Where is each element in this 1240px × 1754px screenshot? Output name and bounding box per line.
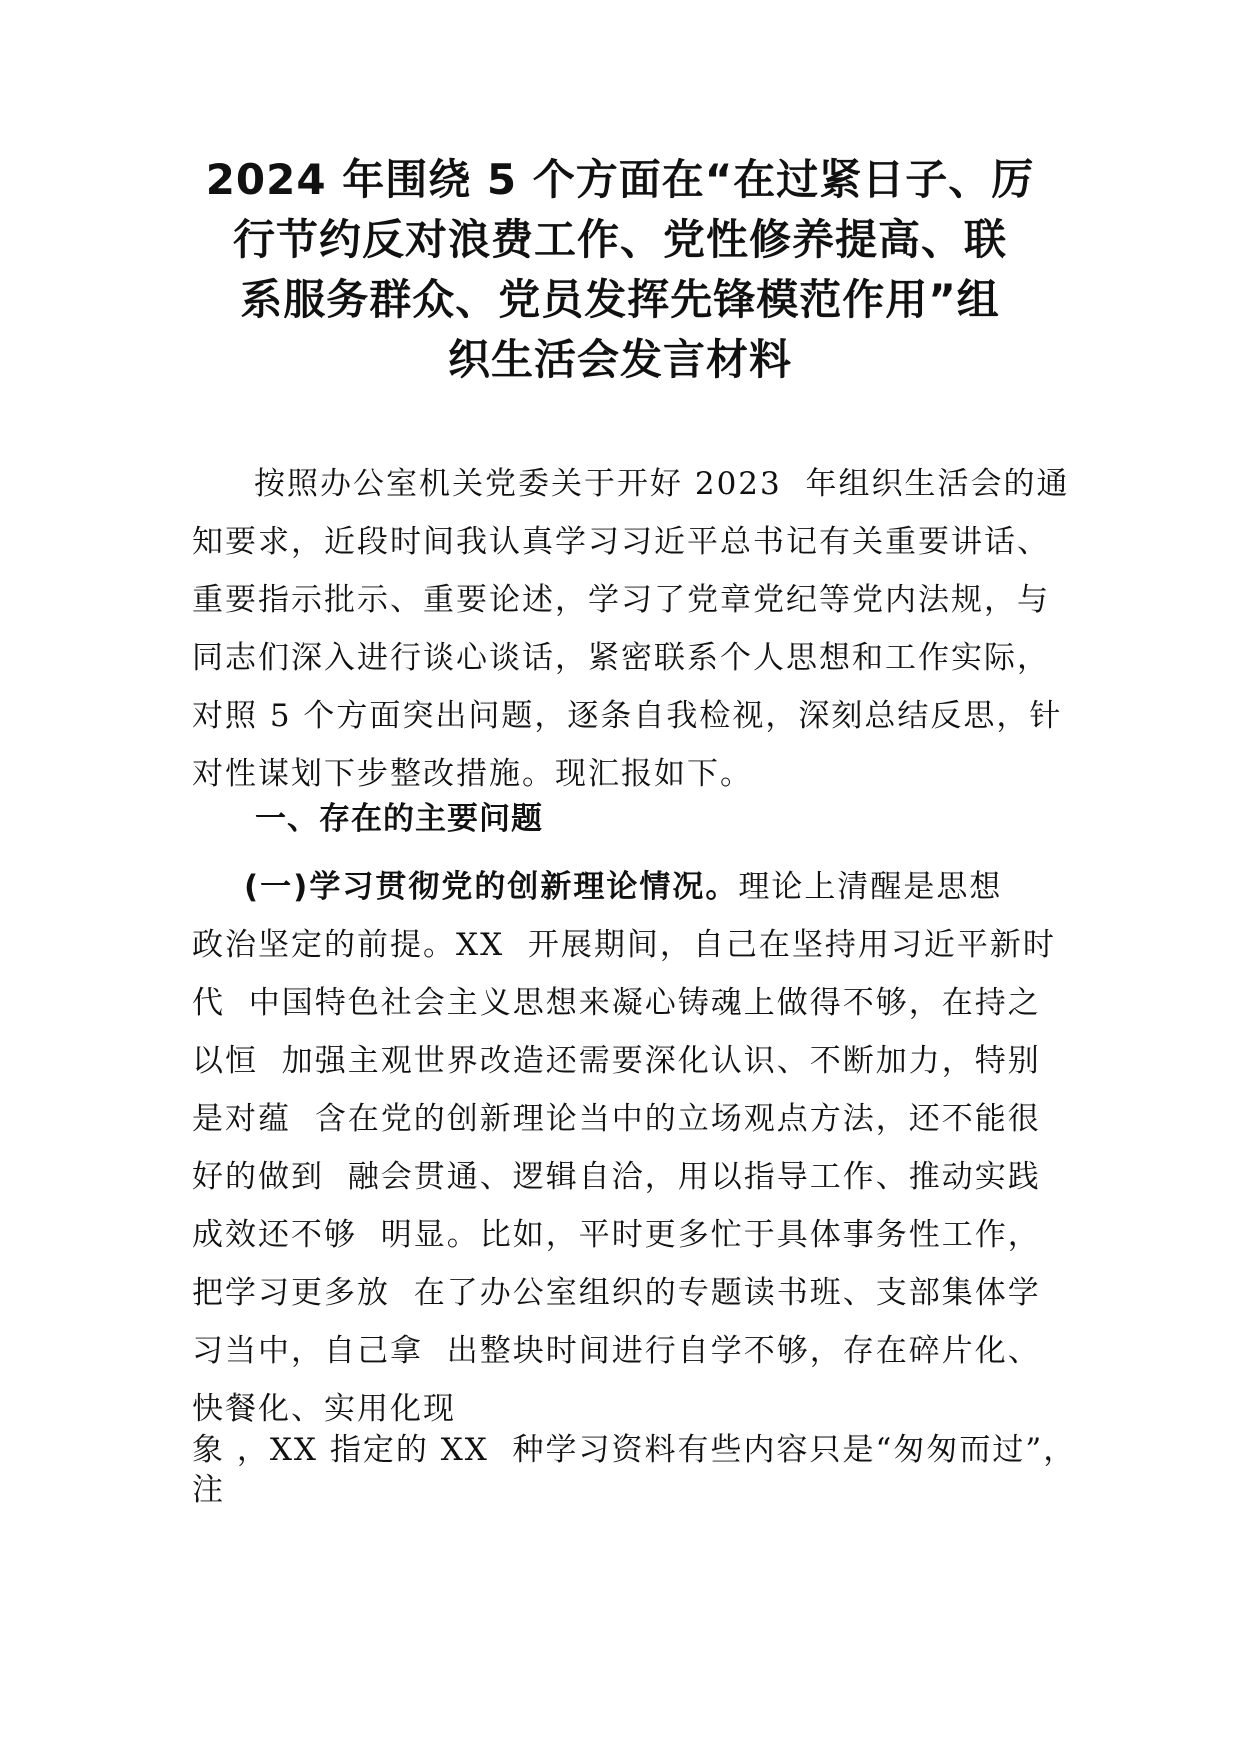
section-1-line: 快餐化、实用化现: [192, 1391, 456, 1427]
document-title: [180, 150, 1060, 390]
title-line: 行节约反对浪费工作、党性修养提高、联: [232, 215, 1007, 264]
section-1-paragraph: [192, 858, 1062, 1438]
intro-line: 对照 5 个方面突出问题，逐条自我检视，深刻总结反思，针: [192, 698, 1063, 734]
title-line: 织生活会发言材料: [447, 335, 792, 384]
section-1-line: 成效还不够 明显。比如，平时更多忙于具体事务性工作，: [192, 1217, 1041, 1253]
continued-text: [192, 1430, 1077, 1510]
intro-line: 同志们深入进行谈心谈话，紧密联系个人思想和工作实际，: [192, 640, 1050, 676]
section-1-first-line-rest: 理论上清醒是思想: [738, 869, 1003, 905]
continued-line: 注: [192, 1472, 225, 1508]
section-1-line: 好的做到 融会贯通、逻辑自洽，用以指导工作、推动实践: [192, 1159, 1041, 1195]
continued-line: 象 ，XX 指定的 XX 种学习资料有些内容只是“匆匆而过”，: [192, 1432, 1077, 1468]
section-1-line: 习当中，自己拿 出整块时间进行自学不够，存在碎片化、: [192, 1333, 1041, 1369]
section-1-line: 代 中国特色社会主义思想来凝心铸魂上做得不够，在持之: [192, 985, 1041, 1021]
section-1-line: 政治坚定的前提。XX 开展期间，自己在坚持用习近平新时: [192, 927, 1056, 963]
intro-paragraph: [192, 455, 1070, 803]
title-line: 系服务群众、党员发挥先锋模范作用”组: [240, 275, 1000, 324]
intro-line: 重要指示批示、重要论述，学习了党章党纪等党内法规，与: [192, 582, 1050, 618]
intro-line: 知要求，近段时间我认真学习习近平总书记有关重要讲话、: [192, 524, 1050, 560]
intro-line: 对性谋划下步整改措施。现汇报如下。: [192, 756, 753, 792]
section-1-line: 把学习更多放 在了办公室组织的专题读书班、支部集体学: [192, 1275, 1041, 1311]
section-1-lead: (一)学习贯彻党的创新理论情况。: [244, 869, 739, 905]
section-1-line: 是对蕴 含在党的创新理论当中的立场观点方法，还不能很: [192, 1101, 1041, 1137]
section-heading: 一、存在的主要问题: [255, 801, 543, 837]
intro-line: 按照办公室机关党委关于开好 2023 年组织生活会的通: [254, 466, 1070, 502]
section-1-first-line: [192, 858, 1062, 916]
section-1-line: 以恒 加强主观世界改造还需要深化认识、不断加力，特别: [192, 1043, 1041, 1079]
title-line: 2024 年围绕 5 个方面在“在过紧日子、厉: [205, 155, 1035, 204]
